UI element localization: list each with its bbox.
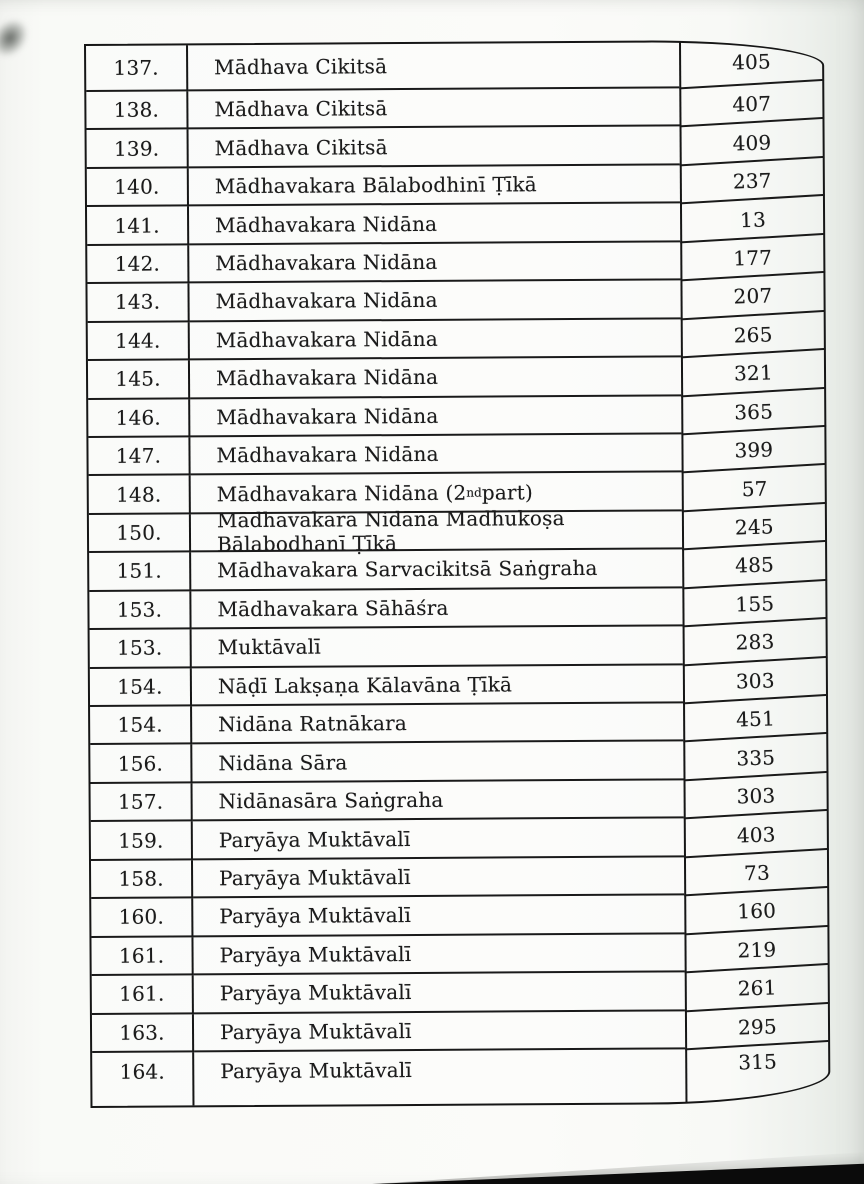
page-cell (682, 549, 825, 588)
serial-cell: 159. (91, 822, 193, 861)
title-cell: Nidāna Sāra (192, 742, 683, 783)
serial-cell: 139. (87, 130, 189, 169)
page-number: 177 (733, 245, 773, 271)
page-number: 335 (736, 744, 776, 771)
page-cell (682, 587, 825, 626)
serial-cell: 145. (88, 360, 190, 399)
serial-cell: 140. (87, 168, 189, 207)
page-cell (685, 972, 828, 1011)
page-cell (679, 87, 822, 126)
serial-cell: 151. (89, 553, 191, 592)
page-number: 405 (731, 49, 772, 75)
serial-cell: 157. (91, 783, 193, 822)
page-cell (685, 1048, 828, 1102)
serial-cell: 147. (88, 437, 190, 476)
title-cell: Mādhavakara Nidāna Madhukoṣa Bālabodhanī Ṭīkā (191, 511, 682, 552)
serial-cell: 160. (91, 899, 193, 938)
page-cell (679, 41, 822, 88)
title-cell: Mādhava Cikitsā (188, 88, 679, 129)
table-row (89, 587, 825, 630)
table-row (88, 357, 824, 400)
page-cell (683, 664, 826, 703)
serial-cell: 144. (88, 322, 190, 361)
page-cell (684, 779, 827, 818)
serial-cell: 164. (92, 1052, 194, 1106)
page-cell (680, 164, 823, 203)
serial-cell: 148. (89, 476, 191, 515)
table-row (89, 549, 825, 592)
table-row (91, 933, 827, 976)
page-cell (680, 241, 823, 280)
page-cell (680, 126, 823, 165)
page-number: 365 (734, 399, 774, 425)
serial-cell: 137. (86, 45, 188, 92)
page-cell (684, 856, 827, 895)
title-cell: Nidānasāra Saṅgraha (193, 780, 684, 821)
page-cell (683, 626, 826, 665)
page-number: 155 (735, 591, 775, 617)
title-cell: Mādhavakara Nidāna (189, 242, 680, 283)
title-cell: Mādhavakara Nidāna (190, 319, 681, 360)
serial-cell: 163. (92, 1014, 194, 1053)
title-cell: Paryāya Muktāvalī (220, 1057, 413, 1084)
title-cell: Mādhavakara Nidāna (190, 357, 681, 398)
page-number: 303 (736, 783, 776, 809)
table-row (90, 664, 826, 707)
table-row (88, 433, 824, 476)
table-row (88, 318, 824, 361)
serial-cell: 141. (87, 207, 189, 246)
page-cell (683, 702, 826, 741)
page-number: 321 (733, 360, 774, 386)
scan-smudge-artifact (0, 5, 42, 71)
page-number: 265 (733, 322, 774, 348)
page-number: 399 (734, 437, 774, 463)
title-cell: Paryāya Muktāvalī (193, 896, 684, 937)
page-number: 261 (737, 975, 778, 1001)
table-row (91, 818, 827, 861)
page-number: 73 (743, 860, 770, 886)
page-cell (682, 472, 825, 511)
title-cell: Paryāya Muktāvalī (193, 819, 684, 860)
table-row (86, 87, 822, 130)
title-cell: Mādhava Cikitsā (188, 42, 679, 91)
serial-cell: 161. (92, 975, 194, 1014)
page-number: 303 (735, 668, 776, 694)
page-number: 283 (735, 629, 775, 655)
table-row (88, 395, 824, 438)
serial-cell: 150. (89, 514, 191, 553)
serial-cell: 161. (91, 937, 193, 976)
table-row (91, 779, 827, 822)
table-row (92, 1010, 828, 1053)
title-cell: Mādhavakara Sāhāśra (191, 588, 682, 629)
title-cell: Mādhavakara Nidāna (189, 204, 680, 245)
serial-cell: 142. (87, 245, 189, 284)
page-cell (681, 433, 824, 472)
page-number: 219 (737, 937, 777, 963)
page-number: 295 (737, 1014, 778, 1040)
page-number: 315 (737, 1049, 778, 1075)
title-cell: Nāḍī Lakṣaṇa Kālavāna Ṭīkā (192, 665, 683, 706)
title-cell: Mādhavakara Nidāna (2 nd part) (191, 473, 682, 514)
table-row (89, 506, 825, 557)
page-cell (683, 741, 826, 780)
toc-table (84, 39, 830, 1107)
serial-cell: 153. (90, 629, 192, 668)
page-number: 403 (736, 821, 777, 848)
page-cell (684, 933, 827, 972)
serial-cell: 146. (88, 399, 190, 438)
serial-cell: 156. (90, 745, 192, 784)
serial-cell: 154. (90, 706, 192, 745)
title-cell: Paryāya Muktāvalī (194, 972, 685, 1013)
page-cell (684, 818, 827, 857)
title-cell: Mādhavakara Nidāna (190, 396, 681, 437)
serial-cell: 154. (90, 668, 192, 707)
page-cell (685, 1010, 828, 1049)
page-number: 207 (733, 283, 773, 309)
title-cell: Paryāya Muktāvalī (193, 857, 684, 898)
title-cell: Mādhavakara Bālabodhinī Ṭīkā (189, 165, 680, 206)
serial-cell: 153. (89, 591, 191, 630)
page-cell (680, 280, 823, 319)
page-number: 237 (732, 168, 773, 194)
page-number: 485 (734, 552, 775, 578)
page-cell (681, 318, 824, 357)
table-row (91, 856, 827, 899)
table-row (90, 626, 826, 669)
table-row (87, 280, 823, 323)
title-cell: Paryāya Muktāvalī (194, 1011, 685, 1052)
table-row (86, 41, 822, 91)
page-number: 57 (740, 476, 768, 501)
table-row (92, 972, 828, 1015)
page-number: 245 (734, 514, 775, 540)
title-cell: Muktāvalī (192, 626, 683, 667)
serial-cell: 143. (87, 284, 189, 323)
page-cell (681, 357, 824, 396)
page-number: 451 (735, 706, 776, 732)
page-number: 13 (739, 207, 766, 232)
table-row (87, 126, 823, 169)
title-cell: Mādhavakara Nidāna (189, 281, 680, 322)
page-cell (684, 895, 827, 934)
table-row (87, 241, 823, 284)
title-cell: Mādhava Cikitsā (189, 127, 680, 168)
serial-cell: 138. (86, 91, 188, 130)
page-cell (680, 203, 823, 242)
table-row (90, 741, 826, 784)
title-cell: Mādhavakara Nidāna (190, 434, 681, 475)
page-number: 409 (732, 129, 772, 156)
page-cell (681, 395, 824, 434)
table-row (87, 203, 823, 246)
table-row (87, 164, 823, 207)
page-number: 407 (732, 91, 772, 117)
table-row (91, 895, 827, 938)
page-number: 160 (737, 898, 777, 924)
title-cell: Paryāya Muktāvalī (193, 934, 684, 975)
page-cell (682, 510, 825, 549)
table-row (90, 702, 826, 745)
serial-cell: 158. (91, 860, 193, 899)
title-cell: Nidāna Ratnākara (192, 703, 683, 744)
title-cell: Mādhavakara Sarvacikitsā Saṅgraha (191, 550, 682, 591)
table-row (92, 1048, 828, 1105)
